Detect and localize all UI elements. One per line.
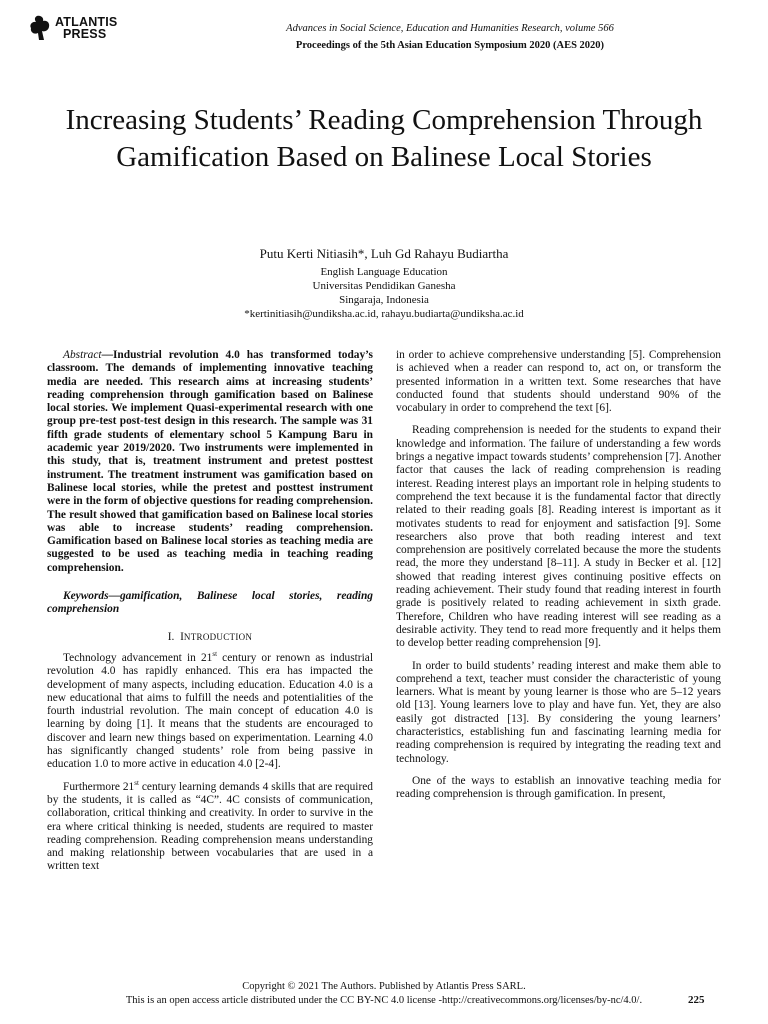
section-heading-introduction: I. INTRODUCTION <box>167 630 253 643</box>
atlantis-figure-icon <box>28 14 52 42</box>
body-paragraph: Furthermore 21st century learning demands 4 skills that are required by the students, it is called as “4C”. 4C consists of communication, collaboration, critical thinking and creativity. In order to survive in the era where critical thinking is needed, students are required to master reading comprehension. Reading comprehension means understanding and making relationship between vocabularies that are used in a written text <box>47 778 373 873</box>
footer <box>60 980 708 1008</box>
abstract-label: Abstract <box>63 349 102 361</box>
license-line: This is an open access article distributed under the CC BY-NC 4.0 license -http://creativecommons.org/licenses/by-nc/4.0/. <box>125 995 643 1006</box>
keywords-label: Keywords <box>63 590 109 603</box>
affiliation-line: Universitas Pendidikan Ganesha <box>312 280 456 292</box>
body-paragraph: Technology advancement in 21st century or renown as industrial revolution 4.0 has rapidly enhanced. This era has impacted the development of many aspects, including education. Education 4.0 is a new educational that aims to fulfill the needs and potentialities of the fourth industrial revolution. The main concept of education 4.0 is learning by doing [1]. It means that the students are encouraged to discover and learn new things based on experimentation. Learning 4.0 has significantly changed students’ role from being passive in education 1.0 to more active in education 4.0 [2-4]. <box>47 650 373 771</box>
affiliation-line: English Language Education <box>320 266 448 278</box>
abstract-text: —Industrial revolution 4.0 has transformed today’s classroom. The demands of implementing innovative teaching media are needed. This research aims at increasing students’ reading comprehension through gamification based on Balinese local stories. We implement Quasi-experimental research with one group pre-test post-test design in this research. The sample was 31 fifth grade students of elementary school 5 Kampung Baru in academic year 2019/2020. Two instruments were implemented in this study, that is, treatment instrument and pretest posttest instrument. The treatment instrument was gamification based on Balinese local stories, while the pretest and posttest instrument were in the form of objective questions for reading comprehension. The result showed that gamification based on Balinese local stories was able to increase students’ reading comprehension. Gamification based on Balinese local stories as teaching media are suggested to be used as teaching media in teaching reading comprehension. <box>47 349 373 574</box>
body-paragraph: In order to build students’ reading interest and make them able to comprehend a text, teacher must consider the characteristic of young learners. What is meant by young learner is those who are 5–12 years old [13]. Young learners love to play and have fun. Yet, they are also easily got distracted [13]. By considering the young learners’ characteristics, establishing fun and fascinating learning media for reading comprehension is required by integrating the reading text and technology. <box>396 659 721 765</box>
copyright-line: Copyright © 2021 The Authors. Published by Atlantis Press SARL. <box>242 981 526 992</box>
authors: Putu Kerti Nitiasih*, Luh Gd Rahayu Budiartha <box>259 246 509 261</box>
paper-title: Increasing Students’ Reading Comprehension Through Gamification Based on Balinese Local Stories <box>65 104 703 173</box>
keywords-text: —gamification, Balinese local stories, reading comprehension <box>47 590 373 616</box>
abstract <box>47 349 373 575</box>
page-number: 225 <box>688 994 705 1006</box>
body-paragraph: One of the ways to establish an innovative teaching media for reading comprehension is through gamification. In present, <box>396 774 721 801</box>
right-column <box>396 349 721 811</box>
logo-text: ATLANTIS PRESS <box>55 15 118 41</box>
atlantis-press-logo <box>28 14 128 48</box>
body-paragraph: Reading comprehension is needed for the students to expand their knowledge and information. The failure of understanding a few words brings a negative impact towards students’ comprehension [7]. Another factor that causes the lack of reading comprehension is reading interest. Reading interest plays an important role in helping students to comprehend the text because it is the fundamental factor that directly related to their reading goals [8]. Reading interest is important as it motivates students to read for enjoyment and satisfaction [9]. Some researchers also prove that both reading interest and text comprehension are positively correlated because the more the students read, the more they understand [8–11]. A study in Becker et al. [12] showed that reading interest gives continuing positive effects on reading achievement. Their study found that reading interest in fourth grade is positively related to reading achievement in sixth grade. Therefore, Children who have reading interest will see reading as a desirable activity. They tend to read more frequently and it helps them to develop better reading comprehension [9]. <box>396 424 721 650</box>
author-emails: *kertinitiasih@undiksha.ac.id, rahayu.budiarta@undiksha.ac.id <box>244 308 524 320</box>
body-paragraph: in order to achieve comprehensive understanding [5]. Comprehension is achieved when a reader can respond to, act on, or transform the presented information in a written text. Some researches that have conducted found that students should understand 90% of the vocabulary in order to comprehend the text [6]. <box>396 349 721 415</box>
affiliation-line: Singaraja, Indonesia <box>339 294 429 306</box>
affiliation <box>100 265 668 321</box>
left-column <box>47 349 373 883</box>
keywords <box>47 590 373 617</box>
proceedings-title: Proceedings of the 5th Asian Education Symposium 2020 (AES 2020) <box>295 40 605 51</box>
journal-title: Advances in Social Science, Education and Humanities Research, volume 566 <box>286 23 614 34</box>
